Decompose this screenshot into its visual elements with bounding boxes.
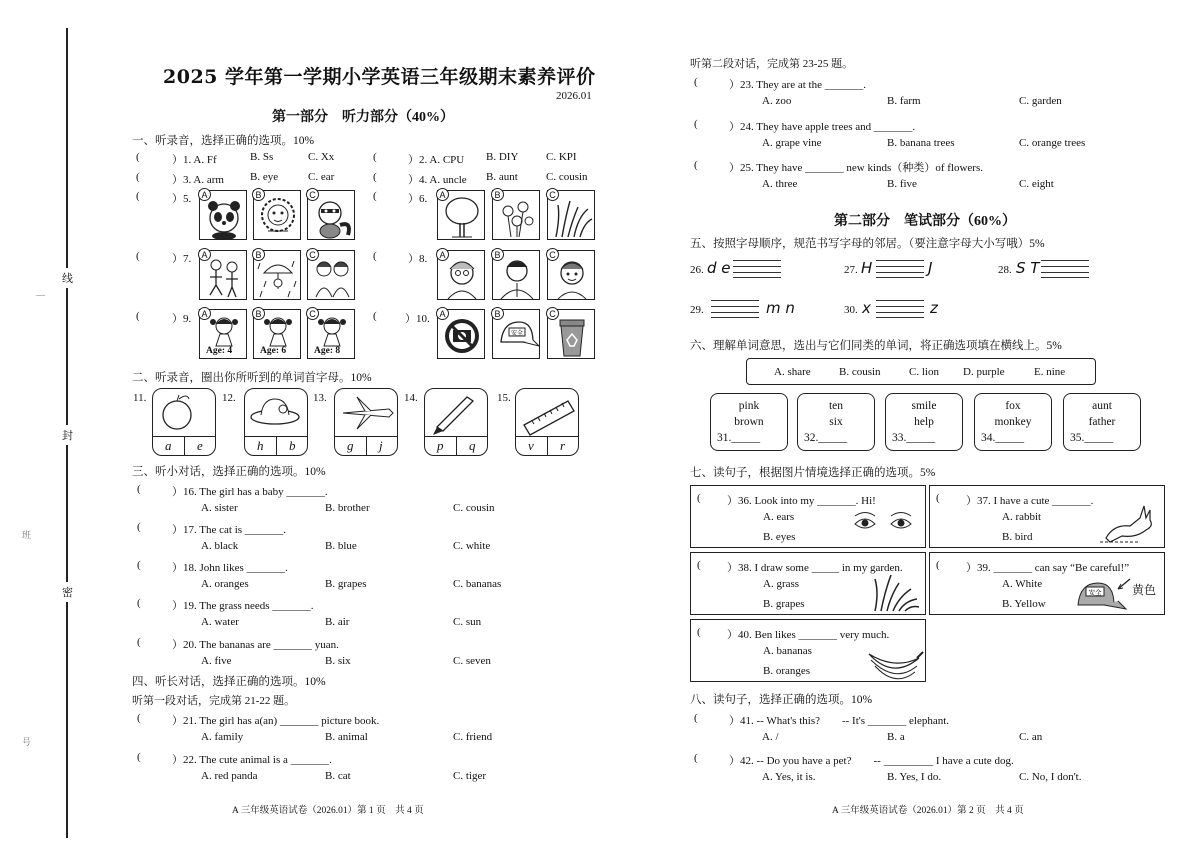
rain-icon [254,251,302,301]
q5-option-a-panda: A [199,190,247,240]
q37-paren: ( [936,492,940,504]
q5-option-c-raccoon: C [307,190,355,240]
section3-heading: 三、听小对话，选择正确的选项。10% [132,466,326,478]
q7-label: ）7. [172,253,192,265]
w30-letter-b: z [930,299,938,317]
q37-b: B. bird [1002,531,1033,543]
w26-write-lines[interactable] [733,260,781,278]
q18-question: ）18. John likes _______. [172,562,288,574]
w28-num: 28. [998,264,1012,276]
q1-b: B. Ss [250,151,274,163]
q42-option-a[interactable]: A. Yes, it is. [762,771,816,783]
q8-paren: ( [373,250,377,262]
rabbit-icon [1100,504,1160,544]
section6-heading: 六、理解单词意思，选出与它们同类的单词，将正确选项填在横线上。5% [690,340,1062,352]
q2-c: C. KPI [546,151,577,163]
word-card-34 [974,393,1052,451]
pen-icon [429,391,489,437]
q38-a: A. grass [763,578,800,590]
q20-question: ）20. The bananas are _______ yuan. [172,639,339,651]
side-class: 班 [22,530,32,540]
q37-a: A. rabbit [1002,511,1042,523]
q23-option-a[interactable]: A. zoo [762,95,792,107]
card-14-letter-a[interactable]: p [437,438,444,453]
w27-letter-a: H [861,259,873,277]
letter-card-11 [152,388,216,456]
q38-paren: ( [697,559,701,571]
q16-option-b[interactable]: B. brother [325,502,370,514]
word-card-32-word-a: ten [828,400,844,412]
letter-card-12 [244,388,308,456]
q9-option-b: B Age: 6 [253,309,301,359]
q42-option-b[interactable]: B. Yes, I do. [887,771,942,783]
boy-icon [548,251,596,301]
w30-letter-a: x [862,299,871,317]
card-vdivider [547,437,548,455]
q37-question: ）37. I have a cute _______. [966,495,1094,507]
word-card-33 [885,393,963,451]
right-footer: A 三年级英语试卷（2026.01）第 2 页 共 4 页 [832,806,1024,816]
exam-date: 2026.01 [556,90,592,102]
w29-letters: m n [766,299,795,317]
card-vdivider [276,437,277,455]
q10-option-a-no-photo: A [437,309,485,359]
q5-paren: ( [136,190,140,202]
opt-c: C. lion [909,366,939,378]
q41-option-c[interactable]: C. an [1019,731,1043,743]
opt-e: E. nine [1034,366,1066,378]
q36-a: A. ears [763,511,795,523]
opt-d: D. purple [963,366,1005,378]
word-card-33-blank[interactable]: 33._____ [892,432,936,444]
w30-write-lines[interactable] [876,300,924,318]
card-13-number: 13. [313,392,327,404]
recycle-bin-icon [548,310,596,360]
q40-paren: ( [697,626,701,638]
card-14-letter-b[interactable]: q [469,438,476,453]
q18-option-b[interactable]: B. grapes [325,578,367,590]
q36-paren: ( [697,492,701,504]
q6-option-c-grass: C [547,190,595,240]
panda-icon [200,191,248,241]
binding-char-mi: 密 [62,582,73,602]
word-card-34-word-b: monkey [994,416,1032,428]
card-12-letter-a[interactable]: h [257,438,264,453]
ruler-icon [520,391,580,437]
q38-b: B. grapes [763,598,805,610]
q40-a: A. bananas [763,645,812,657]
q17-option-b[interactable]: B. blue [325,540,357,552]
q24-option-c[interactable]: C. orange trees [1019,137,1086,149]
q3-paren: ( [136,171,140,183]
q39-b: B. Yellow [1002,598,1046,610]
q23-question: ）23. They are at the _______. [729,79,866,91]
q22-option-b[interactable]: B. cat [325,770,351,782]
q4-c: C. cousin [546,171,588,183]
q39-question: ）39. _______ can say “Be careful!” [966,562,1130,574]
q8-option-c-boy: C [547,250,595,300]
q23-option-b[interactable]: B. farm [887,95,921,107]
q9-age-c: Age: 8 [314,346,341,356]
card-11-letter-a[interactable]: a [165,438,172,453]
q10-option-c-recycle-bin: C [547,309,595,359]
q4-b: B. aunt [486,171,518,183]
q40-b: B. oranges [763,665,811,677]
grass-icon [548,191,596,241]
man-icon [493,251,541,301]
bananas-icon [865,644,925,678]
q9-age-a: Age: 4 [206,346,233,356]
q39-yellow-note: 黄色 [1132,583,1157,597]
q22-option-c[interactable]: C. tiger [453,770,486,782]
card-15-number: 15. [497,392,511,404]
q41-question: ）41. -- What's this? -- It's _______ elephant. [729,715,950,727]
q17-option-a[interactable]: A. black [201,540,239,552]
safety-cap-icon [1074,575,1134,615]
flower-icon [493,191,541,241]
q2-paren: ( [373,151,377,163]
word-card-35-word-b: father [1088,416,1116,428]
card-15-letter-a[interactable]: v [528,438,534,453]
q3-b: B. eye [250,171,279,183]
word-card-35-blank[interactable]: 35._____ [1070,432,1114,444]
girl-icon [308,310,356,350]
q6-option-b-flowers: B [492,190,540,240]
section5-heading: 五、按照字母顺序，规范书写字母的邻居。（要注意字母大小写哦）5% [690,238,1045,250]
card-11-letter-b[interactable]: e [197,438,203,453]
opt-a: A. share [774,366,811,378]
q42-question: ）42. -- Do you have a pet? -- _________ I have a cute dog. [729,755,1014,767]
q9-age-b: Age: 6 [260,346,287,356]
q41-option-a[interactable]: A. / [762,731,779,743]
q16-option-a[interactable]: A. sister [201,502,238,514]
q7-option-c-girls: C [307,250,355,300]
section4-sub1: 听第一段对话，完成第 21-22 题。 [132,695,296,707]
q39-paren: ( [936,559,940,571]
w29-write-lines[interactable] [711,300,759,318]
q10-paren: ( [373,310,377,322]
q6-paren: ( [373,190,377,202]
q2-a: ）2. A. CPU [408,154,465,166]
w30-num: 30. [844,304,858,316]
w28-write-lines[interactable] [1041,260,1089,278]
word-options-box [746,358,1096,385]
q25-option-a[interactable]: A. three [762,178,798,190]
grandma-icon [438,251,486,301]
q22-paren: ( [137,751,141,763]
q23-option-c[interactable]: C. garden [1019,95,1062,107]
q20-paren: ( [137,636,141,648]
lion-icon [254,191,302,241]
plane-icon [339,391,399,437]
q5-option-b-lion: B [253,190,301,240]
card-12-letter-b[interactable]: b [289,438,296,453]
q5-label: ）5. [172,193,192,205]
q25-question: ）25. They have _______ new kinds（种类）of flowers. [729,162,983,174]
section7-heading: 七、读句子，根据图片情境选择正确的选项。5% [690,467,936,479]
q17-option-c[interactable]: C. white [453,540,491,552]
q1-paren: ( [136,151,140,163]
q38-question: ）38. I draw some _____ in my garden. [727,562,903,574]
apple-icon [157,391,217,437]
word-card-31-blank[interactable]: 31._____ [717,432,761,444]
card-vdivider [366,437,367,455]
q36-box [690,485,926,548]
q10-option-b-safety-cap: B 安全 [492,309,540,359]
q39-box [929,552,1165,615]
w26-num: 26. [690,264,704,276]
q8-option-b-man: B [492,250,540,300]
q10-cap-text: 安全 [510,330,524,337]
q25-paren: ( [694,159,698,171]
word-card-34-word-a: fox [1005,400,1021,412]
q6-option-a-tree: A [437,190,485,240]
opt-b: B. cousin [839,366,881,378]
word-card-31-word-a: pink [738,400,760,412]
card-13-letter-b[interactable]: j [379,438,383,453]
q21-option-b[interactable]: B. animal [325,731,368,743]
card-vdivider [456,437,457,455]
q25-option-c[interactable]: C. eight [1019,178,1054,190]
q42-paren: ( [694,752,698,764]
letter-card-13 [334,388,398,456]
q9-option-c: C Age: 8 [307,309,355,359]
q39-cap-text: 安全 [1088,588,1102,597]
q4-paren: ( [373,171,377,183]
letter-card-14 [424,388,488,456]
q16-option-c[interactable]: C. cousin [453,502,495,514]
word-card-35-word-a: aunt [1092,400,1112,412]
q37-box [929,485,1165,548]
q8-option-a-grandma: A [437,250,485,300]
q20-option-b[interactable]: B. six [325,655,351,667]
q19-question: ）19. The grass needs _______. [172,600,314,612]
word-card-33-word-a: smile [911,400,937,412]
q40-box [690,619,926,682]
word-card-32 [797,393,875,451]
q22-option-a[interactable]: A. red panda [201,770,258,782]
q6-label: ）6. [408,193,428,205]
q19-option-b[interactable]: B. air [325,616,350,628]
section4-sub2: 听第二段对话，完成第 23-25 题。 [690,58,854,70]
card-15-letter-b[interactable]: r [560,438,566,453]
q4-a: ）4. A. uncle [408,174,467,186]
w29-num: 29. [690,304,704,316]
word-card-32-blank[interactable]: 32._____ [804,432,848,444]
q36-question: ）36. Look into my _______. Hi! [727,495,876,507]
q39-a: A. White [1002,578,1043,590]
card-11-number: 11. [133,392,147,404]
q19-option-a[interactable]: A. water [201,616,239,628]
girl-icon [254,310,302,350]
q42-option-c[interactable]: C. No, I don't. [1019,771,1082,783]
q21-option-a[interactable]: A. family [201,731,244,743]
binding-char-feng: 封 [62,425,73,445]
hat-icon [249,391,309,437]
q38-box [690,552,926,615]
q24-option-a[interactable]: A. grape vine [762,137,822,149]
word-card-31-word-b: brown [734,416,764,428]
q1-c: C. Xx [308,151,335,163]
q40-question: ）40. Ben likes _______ very much. [727,629,890,641]
word-card-33-word-b: help [914,416,934,428]
q20-option-c[interactable]: C. seven [453,655,491,667]
part1-heading: 第一部分 听力部分（40%） [272,110,454,125]
q36-b: B. eyes [763,531,796,543]
q19-paren: ( [137,597,141,609]
q24-option-b[interactable]: B. banana trees [887,137,955,149]
q16-paren: ( [137,483,141,495]
side-mark: — [36,290,45,300]
q23-paren: ( [694,76,698,88]
q24-paren: ( [694,118,698,130]
section2-heading: 二、听录音，圈出你所听到的单词首字母。10% [132,372,372,384]
grass-icon [871,573,921,613]
card-14-number: 14. [404,392,418,404]
q1-a: ）1. A. Ff [172,154,217,166]
q17-question: ）17. The cat is _______. [172,524,287,536]
q7-option-b-rain: B [253,250,301,300]
q18-paren: ( [137,559,141,571]
side-number: 号 [22,737,32,747]
cap-icon [493,310,541,360]
word-card-32-word-b: six [829,416,843,428]
q24-question: ）24. They have apple trees and _______. [729,121,916,133]
word-card-34-blank[interactable]: 34._____ [981,432,1025,444]
q25-option-b[interactable]: B. five [887,178,917,190]
binding-char-xian: 线 [62,268,73,288]
q16-question: ）16. The girl has a baby _______. [172,486,328,498]
q21-paren: ( [137,712,141,724]
q21-question: ）21. The girl has a(an) _______ picture book. [172,715,380,727]
q17-paren: ( [137,521,141,533]
section8-heading: 八、读句子，选择正确的选项。10% [690,694,873,706]
q18-option-a[interactable]: A. oranges [201,578,249,590]
q41-paren: ( [694,712,698,724]
playing-children-icon [200,251,248,301]
talking-girls-icon [308,251,356,301]
card-vdivider [184,437,185,455]
word-card-35 [1063,393,1141,451]
q3-a: ）3. A. arm [172,174,224,186]
q9-option-a: A Age: 4 [199,309,247,359]
q21-option-c[interactable]: C. friend [453,731,493,743]
q19-option-c[interactable]: C. sun [453,616,482,628]
section4-heading: 四、听长对话，选择正确的选项。10% [132,676,326,688]
tree-icon [438,191,486,241]
q9-paren: ( [136,310,140,322]
q2-b: B. DIY [486,151,519,163]
page-title: 2025 学年第一学期小学英语三年级期末素养评价 [163,66,596,88]
w27-write-lines[interactable] [876,260,924,278]
left-footer: A 三年级英语试卷（2026.01）第 1 页 共 4 页 [232,806,424,816]
section1-heading: 一、听录音，选择正确的选项。10% [132,135,315,147]
q10-label: ）10. [405,313,430,325]
card-13-letter-a[interactable]: g [347,438,354,453]
w28-letters: S T [1016,259,1040,277]
q41-option-b[interactable]: B. a [887,731,905,743]
letter-card-15 [515,388,579,456]
q22-question: ）22. The cute animal is a _______. [172,754,332,766]
q7-option-a-people: A [199,250,247,300]
girl-icon [200,310,248,350]
q7-paren: ( [136,250,140,262]
w27-letter-b: J [928,259,933,277]
q9-label: ）9. [172,313,192,325]
card-12-number: 12. [222,392,236,404]
q20-option-a[interactable]: A. five [201,655,232,667]
raccoon-icon [308,191,356,241]
q8-label: ）8. [408,253,428,265]
q3-c: C. ear [308,171,335,183]
eyes-icon [851,512,921,542]
word-card-31 [710,393,788,451]
w26-letters: d e [707,259,731,277]
part2-heading: 第二部分 笔试部分（60%） [834,214,1016,229]
w27-num: 27. [844,264,858,276]
no-camera-icon [438,310,486,360]
q18-option-c[interactable]: C. bananas [453,578,502,590]
